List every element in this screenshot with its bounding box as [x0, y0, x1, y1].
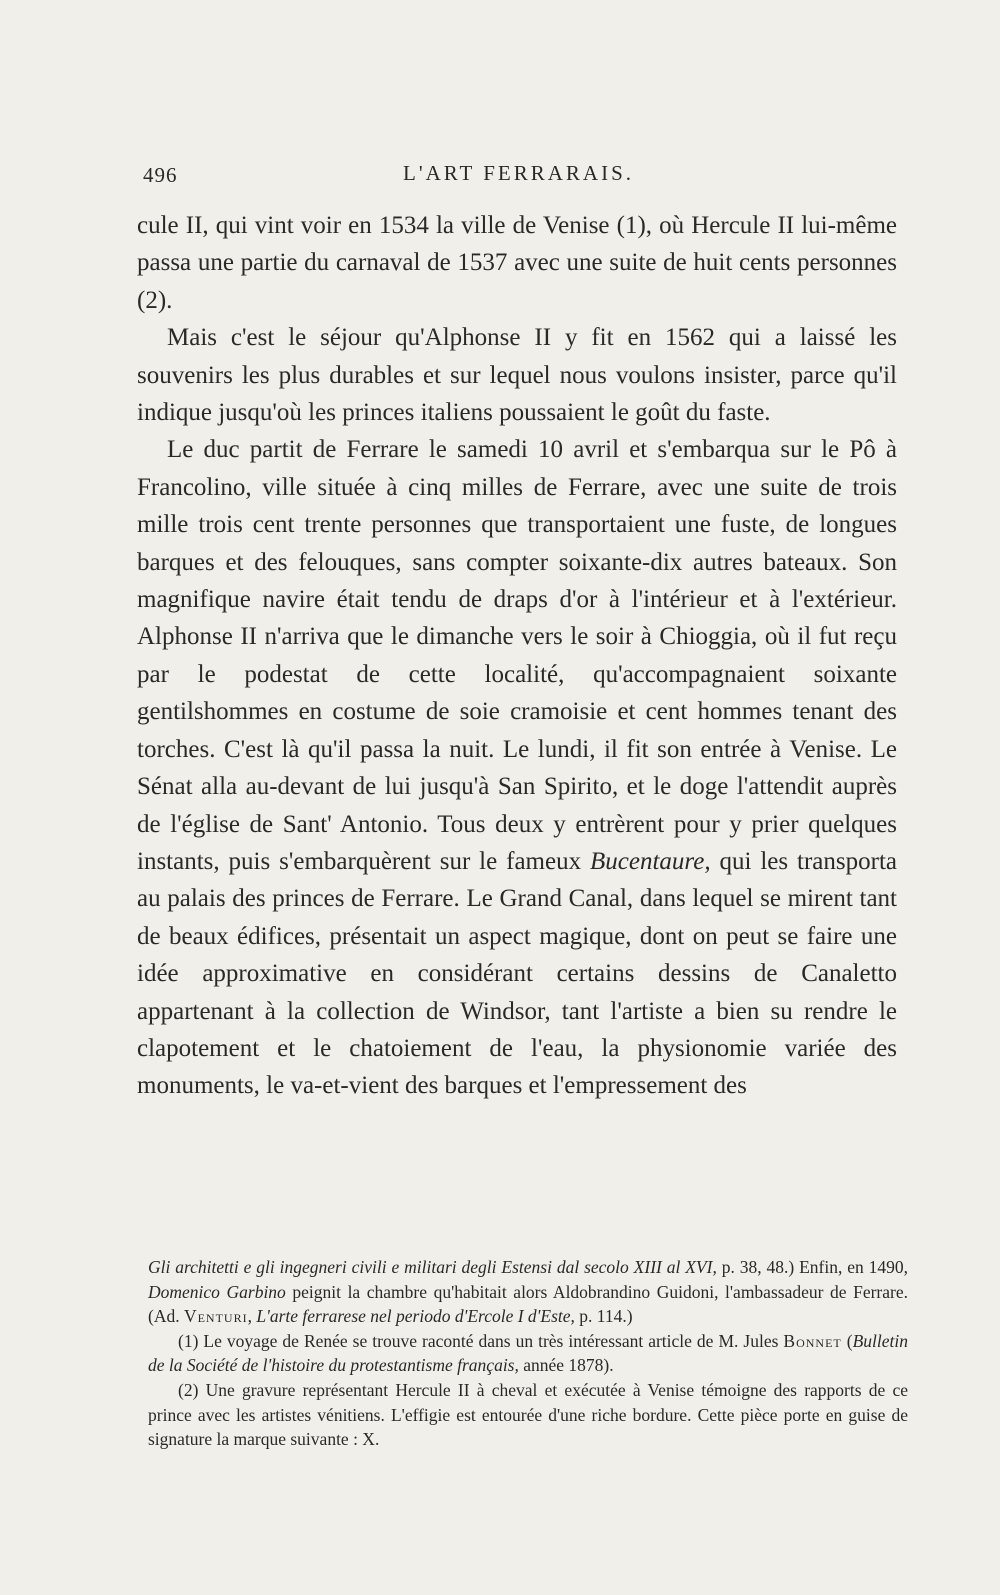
paragraph-3-text-a: Le duc partit de Ferrare le samedi 10 avril et s'embarqua sur le Pô à Francolino, ville située à cinq milles de Ferrare, avec une suite de trois mille trois cent trente personnes que transportaient une fuste, de longues barques et des felouques, sans compter soixante-dix autres bateaux. Son magnifique navire était tendu de draps d'or à l'intérieur et à l'extérieur. Alphonse II n'arriva que le dimanche vers le soir à Chioggia, où il fut reçu par le podestat de cette localité, qu'accompagnaient soixante gentilshommes en costume de soie cramoisie et cent hommes tenant des torches. C'est là qu'il passa la nuit. Le lundi, il fit son entrée à Venise. Le Sénat alla au-devant de lui jusqu'à San Spirito, et le doge l'attendit auprès de l'église de Sant' Antonio. Tous deux y entrèrent pour y prier quelques instants, puis s'embarquèrent sur le fameux — [137, 436, 897, 875]
footnote-1 — [148, 1329, 908, 1378]
paragraph-1: cule II, qui vint voir en 1534 la ville de Venise (1), où Hercule II lui-même passa une partie du carnaval de 1537 avec une suite de huit cents personnes (2). — [137, 212, 897, 314]
footnote-text-2: peignit la chambre qu'habitait alors Aldobrandino Guidoni, l'ambassadeur de Ferrare. (Ad. — [148, 1281, 908, 1327]
footnote-1-author-bonnet: Bonnet — [783, 1330, 842, 1351]
footnote-1-text-1: (1) Le voyage de Renée se trouve raconté dans un très intéressant article de M. Jules — [178, 1330, 784, 1351]
running-header — [143, 161, 888, 193]
footnote-italic-3: L'arte ferrarese nel periodo d'Ercole I d'Este, — [256, 1306, 575, 1327]
italic-title-bucentaure: Bucentaure, — [590, 847, 711, 875]
footnotes — [148, 1255, 908, 1452]
paragraph-3-text-b: qui les transporta au palais des princes de Ferrare. Le Grand Canal, dans lequel se mirent tant de beaux édifices, présentait un aspect magique, dont on peut se faire une idée approximative en considérant certains dessins de Canaletto appartenant à la collection de Windsor, tant l'artiste a bien su rendre le clapotement et le chatoiement de l'eau, la physionomie variée des monuments, le va-et-vient des barques et l'empressement des — [137, 847, 897, 1100]
main-text — [137, 207, 897, 1105]
footnote-text-3: , — [247, 1306, 257, 1327]
footnote-1-italic: Bulletin de la Société de l'histoire du protestantisme français, — [148, 1330, 909, 1376]
paragraph-3 — [137, 431, 897, 1104]
footnote-2: (2) Une gravure représentant Hercule II à cheval et exécutée à Venise témoigne des rapports de ce prince avec les artistes vénitiens. L'effigie est entourée d'une riche bordure. Cette pièce porte en guise de signature la marque suivante : X. — [148, 1379, 908, 1450]
paragraph-2: Mais c'est le séjour qu'Alphonse II y fit en 1562 qui a laissé les souvenirs les plus durables et sur lequel nous voulons insister, parce qu'il indique jusqu'où les princes italiens poussaient le goût du faste. — [137, 324, 897, 427]
running-title: L'ART FERRARAIS. — [403, 161, 635, 185]
footnote-1-text-2: ( — [841, 1330, 853, 1351]
footnote-1-text-3: année 1878). — [518, 1355, 614, 1376]
footnote-author-venturi: Venturi — [183, 1306, 248, 1327]
page-number: 496 — [143, 163, 178, 187]
footnote-italic-1: Gli architetti e gli ingegneri civili e militari degli Estensi dal secolo XIII al XVI, — [148, 1257, 717, 1277]
footnote-text-1: p. 38, 48.) Enfin, en 1490, — [716, 1257, 908, 1277]
footnote-italic-2: Domenico Garbino — [148, 1281, 286, 1302]
footnote-continued — [148, 1255, 908, 1329]
footnote-text-4: p. 114.) — [574, 1306, 633, 1327]
